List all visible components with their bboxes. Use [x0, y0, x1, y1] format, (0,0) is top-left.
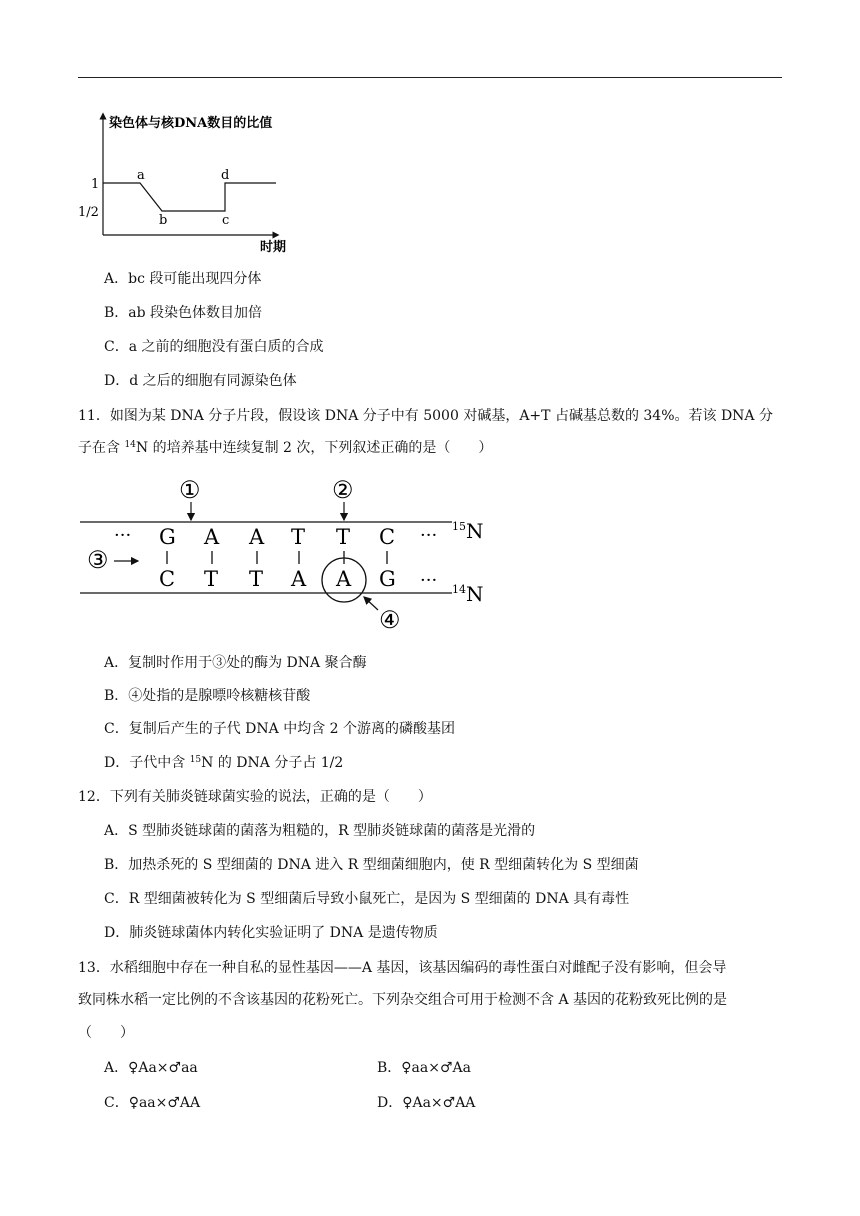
bottom-strand-label: $^{14}$N — [452, 582, 484, 606]
q10-option-d: D．d 之后的细胞有同源染色体 — [104, 373, 297, 389]
q11-stem-line2-pre: 子在含 — [78, 440, 125, 456]
ratio-graph — [76, 108, 306, 258]
q11-option-a: A．复制时作用于③处的酶为 DNA 聚合酶 — [104, 655, 367, 671]
top-base-1: G — [159, 525, 176, 549]
q13-stem-line1: 13．水稻细胞中存在一种自私的显性基因——A 基因，该基因编码的毒性蛋白对雌配子没有影响，但会导 — [78, 960, 727, 976]
header-rule — [78, 77, 782, 78]
q12-stem: 12．下列有关肺炎链球菌实验的说法，正确的是（ ） — [78, 789, 432, 805]
q10-option-a: A．bc 段可能出现四分体 — [104, 271, 262, 287]
top-base-4: T — [291, 525, 306, 549]
marker-4: ④ — [379, 606, 401, 634]
q13-option-b: B．♀aa×♂Aa — [377, 1060, 471, 1076]
bottom-base-2: T — [204, 567, 219, 591]
q12-option-b: B．加热杀死的 S 型细菌的 DNA 进入 R 型细菌细胞内，使 R 型细菌转化为 S 型细菌 — [104, 857, 639, 873]
top-base-3: A — [249, 525, 265, 549]
tick-half: 1/2 — [78, 205, 99, 220]
bottom-base-1: C — [159, 567, 176, 591]
marker-3: ③ — [87, 546, 109, 574]
q11-option-b: B．④处指的是腺嘌呤核糖核苷酸 — [104, 688, 311, 704]
q13-option-d: D．♀Aa×♂AA — [377, 1095, 476, 1111]
y-axis-label: 染色体与核DNA数目的比值 — [109, 116, 273, 131]
top-ellipsis-left: ··· — [114, 525, 132, 546]
bottom-ellipsis-right: ··· — [420, 570, 438, 591]
marker-2: ② — [332, 476, 354, 504]
marker-1: ① — [179, 476, 201, 504]
point-a: a — [137, 168, 145, 183]
q11-option-d-post: N 的 DNA 分子占 1/2 — [201, 755, 344, 771]
q12-option-a: A．S 型肺炎链球菌的菌落为粗糙的，R 型肺炎链球菌的菌落是光滑的 — [104, 823, 536, 839]
ratio-curve — [103, 183, 276, 211]
q11-stem-line1: 11．如图为某 DNA 分子片段，假设该 DNA 分子中有 5000 对碱基，A+T 占碱基总数的 34%。若该 DNA 分 — [78, 408, 773, 424]
q11-stem-line2-post: N 的培养基中连续复制 2 次，下列叙述正确的是（ ） — [135, 440, 493, 456]
q11-option-c: C．复制后产生的子代 DNA 中均含 2 个游离的磷酸基团 — [104, 721, 456, 737]
q11-option-d-pre: D．子代中含 — [104, 755, 190, 771]
q13-option-a: A．♀Aa×♂aa — [104, 1060, 198, 1076]
q13-option-c: C．♀aa×♂AA — [104, 1095, 201, 1111]
bottom-base-4: A — [291, 567, 307, 591]
top-base-2: A — [204, 525, 220, 549]
point-b: b — [159, 213, 168, 228]
point-d: d — [221, 168, 230, 183]
q13-stem-line3: （ ） — [78, 1025, 134, 1041]
q10-option-c: C．a 之前的细胞没有蛋白质的合成 — [104, 339, 324, 355]
q11-option-d-sup: 15 — [189, 755, 202, 765]
top-strand-label: $^{15}$N — [452, 519, 484, 543]
q13-stem-line2: 致同株水稻一定比例的不含该基因的花粉死亡。下列杂交组合可用于检测不含 A 基因的花粉致死比例的是 — [78, 992, 728, 1008]
bottom-base-3: T — [249, 567, 264, 591]
bottom-base-6: G — [379, 567, 396, 591]
top-base-5: T — [336, 525, 351, 549]
bottom-base-5: A — [336, 567, 352, 591]
q11-option-d — [104, 753, 343, 773]
q12-option-d: D．肺炎链球菌体内转化实验证明了 DNA 是遗传物质 — [104, 925, 438, 941]
q11-stem-line2-sup: 14 — [124, 440, 136, 450]
marker-4-arrow — [364, 597, 378, 610]
x-axis-label: 时期 — [260, 240, 287, 255]
point-c: c — [222, 213, 230, 228]
top-base-6: C — [379, 525, 396, 549]
dna-fragment-figure — [78, 468, 498, 638]
tick-1: 1 — [91, 177, 100, 192]
top-ellipsis-right: ··· — [420, 525, 438, 546]
q11-stem-line2 — [78, 438, 492, 458]
q10-option-b: B．ab 段染色体数目加倍 — [104, 305, 263, 321]
q12-option-c: C．R 型细菌被转化为 S 型细菌后导致小鼠死亡，是因为 S 型细菌的 DNA 具有毒性 — [104, 891, 630, 907]
